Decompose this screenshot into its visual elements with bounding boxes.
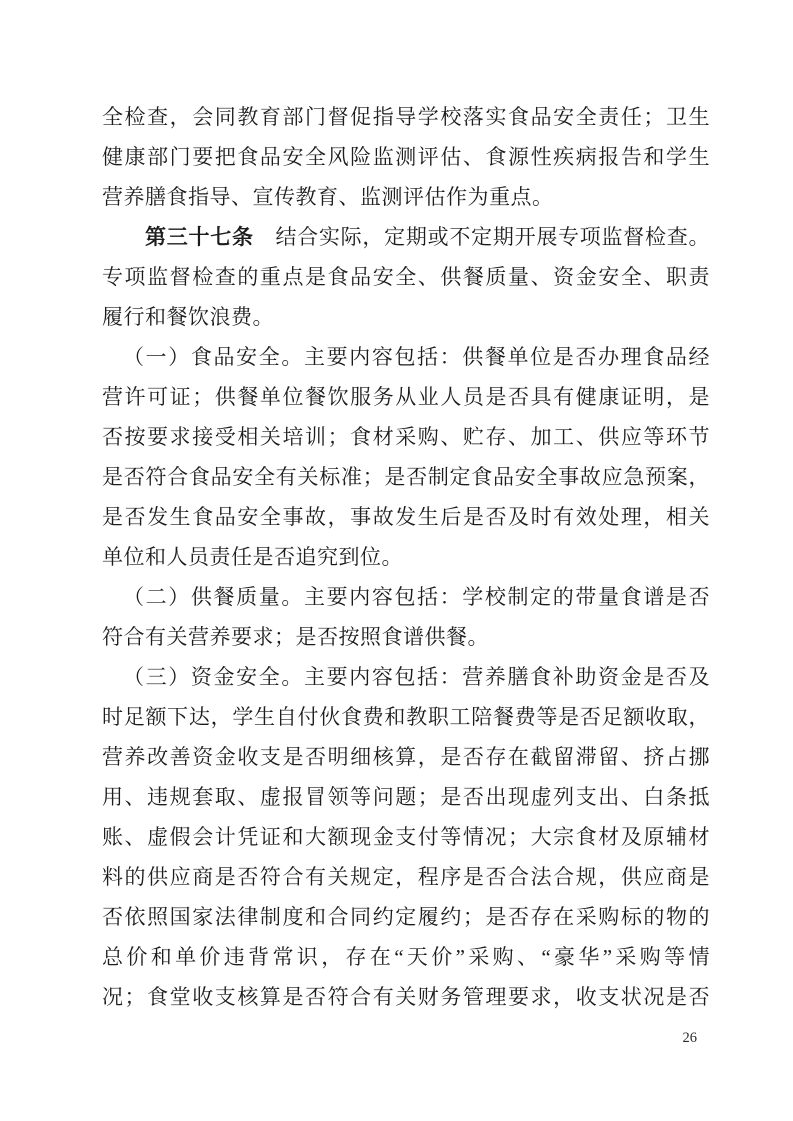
text-line: 是否符合食品安全有关标准；是否制定食品安全事故应急预案， <box>102 465 710 489</box>
text-line: 账、虚假会计凭证和大额现金支付等情况；大宗食材及原辅材 <box>102 825 710 849</box>
text-line: 营养改善资金收支是否明细核算，是否存在截留滞留、挤占挪 <box>102 745 710 769</box>
text-line: 符合有关营养要求；是否按照食谱供餐。 <box>102 625 489 649</box>
text-line: 专项监督检查的重点是食品安全、供餐质量、资金安全、职责 <box>102 265 710 289</box>
text-line: 否依照国家法律制度和合同约定履约；是否存在采购标的物的 <box>102 905 710 929</box>
text-line: 料的供应商是否符合有关规定，程序是否合法合规，供应商是 <box>102 865 710 889</box>
text-line: 时足额下达，学生自付伙食费和教职工陪餐费等是否足额收取， <box>102 705 710 729</box>
text-line: 用、违规套取、虚报冒领等问题；是否出现虚列支出、白条抵 <box>102 785 710 809</box>
text-line: 总价和单价违背常识，存在“天价”采购、“豪华”采购等情 <box>102 945 710 969</box>
text-line: 营许可证；供餐单位餐饮服务从业人员是否具有健康证明，是 <box>102 385 710 409</box>
text-line: 单位和人员责任是否追究到位。 <box>102 545 403 569</box>
text-line: 是否发生食品安全事故，事故发生后是否及时有效处理，相关 <box>102 505 710 529</box>
text-block <box>102 97 710 1017</box>
text-line: （三）资金安全。主要内容包括：营养膳食补助资金是否及 <box>123 665 710 689</box>
text-line: 否按要求接受相关培训；食材采购、贮存、加工、供应等环节 <box>102 425 710 449</box>
text-line: 全检查，会同教育部门督促指导学校落实食品安全责任；卫生 <box>102 105 710 129</box>
text-line: 营养膳食指导、宣传教育、监测评估作为重点。 <box>102 185 554 209</box>
text-line: 况；食堂收支核算是否符合有关财务管理要求，收支状况是否 <box>102 985 710 1009</box>
text-line: 履行和餐饮浪费。 <box>102 305 274 329</box>
text-line: 健康部门要把食品安全风险监测评估、食源性疾病报告和学生 <box>102 145 710 169</box>
text-line: （一）食品安全。主要内容包括：供餐单位是否办理食品经 <box>123 345 710 369</box>
text-line: 第三十七条 结合实际，定期或不定期开展专项监督检查。 <box>145 225 711 249</box>
page-number: 26 <box>682 1030 697 1046</box>
text-line: （二）供餐质量。主要内容包括：学校制定的带量食谱是否 <box>123 585 710 609</box>
article-number-bold: 第三十七条 <box>145 225 254 249</box>
